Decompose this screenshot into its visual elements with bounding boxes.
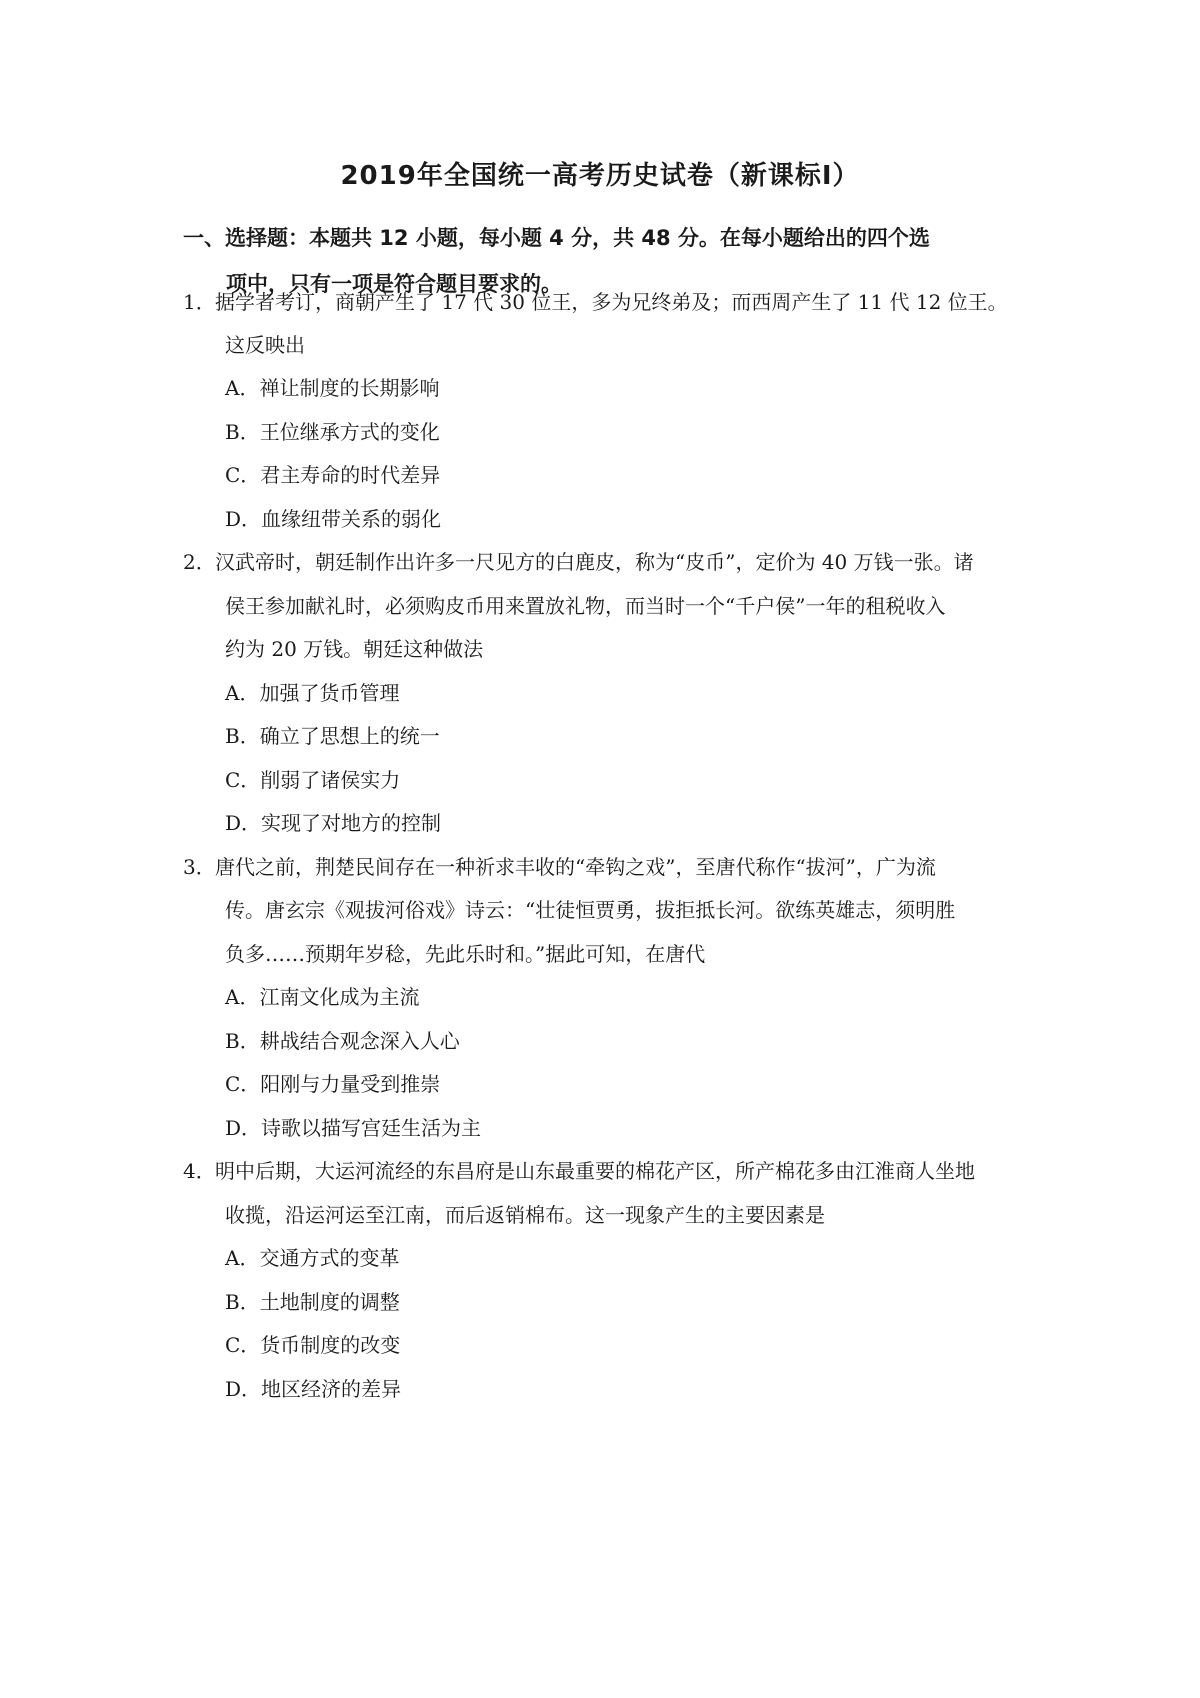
question-stem-line: 据学者考订，商朝产生了 17 代 30 位王，多为兄终弟及；而西周产生了 11 代 12 位王。 [215,290,1008,314]
question-stem-line: 负多……预期年岁稔，先此乐时和。”据此可知，在唐代 [225,942,706,966]
option-a: A．禅让制度的长期影响 [225,376,440,400]
option-b: B．王位继承方式的变化 [225,420,440,444]
question-number: 3． [183,855,216,879]
question-stem-line: 侯王参加献礼时，必须购皮币用来置放礼物，而当时一个“千户侯”一年的租税收入 [225,594,946,618]
question-number: 1． [183,290,216,314]
option-c: C．削弱了诸侯实力 [225,768,401,792]
option-a: A．交通方式的变革 [225,1246,400,1270]
section-heading-line-1: 一、选择题：本题共 12 小题，每小题 4 分，共 48 分。在每小题给出的四个选 [183,226,930,250]
option-d: D．地区经济的差异 [225,1377,402,1401]
question-stem-line: 这反映出 [225,333,305,357]
question-stem-line: 汉武帝时，朝廷制作出许多一尺见方的白鹿皮，称为“皮币”，定价为 40 万钱一张。诸 [215,550,974,574]
option-b: B．确立了思想上的统一 [225,724,440,748]
section-heading-line-2: 项中，只有一项是符合题目要求的。 [226,272,562,296]
option-b: B．耕战结合观念深入人心 [225,1029,460,1053]
option-c: C．阳刚与力量受到推崇 [225,1072,441,1096]
option-b: B．土地制度的调整 [225,1290,400,1314]
option-c: C．货币制度的改变 [225,1333,401,1357]
question-stem-line: 唐代之前，荆楚民间存在一种祈求丰收的“牵钩之戏”，至唐代称作“拔河”，广为流 [215,855,936,879]
question-number: 4． [183,1159,216,1183]
question-stem-line: 明中后期，大运河流经的东昌府是山东最重要的棉花产区，所产棉花多由江淮商人坐地 [215,1159,975,1183]
option-d: D．血缘纽带关系的弱化 [225,507,442,531]
question-number: 2． [183,550,216,574]
option-d: D．诗歌以描写宫廷生活为主 [225,1116,482,1140]
option-a: A．江南文化成为主流 [225,985,420,1009]
question-stem-line: 收揽，沿运河运至江南，而后返销棉布。这一现象产生的主要因素是 [225,1203,825,1227]
option-d: D．实现了对地方的控制 [225,811,442,835]
option-a: A．加强了货币管理 [225,681,400,705]
page-title: 2019年全国统一高考历史试卷（新课标Ⅰ） [340,161,860,191]
question-stem-line: 传。唐玄宗《观拔河俗戏》诗云：“壮徒恒贾勇，拔拒抵长河。欲练英雄志，须明胜 [225,898,956,922]
option-c: C．君主寿命的时代差异 [225,463,441,487]
question-stem-line: 约为 20 万钱。朝廷这种做法 [225,637,484,661]
